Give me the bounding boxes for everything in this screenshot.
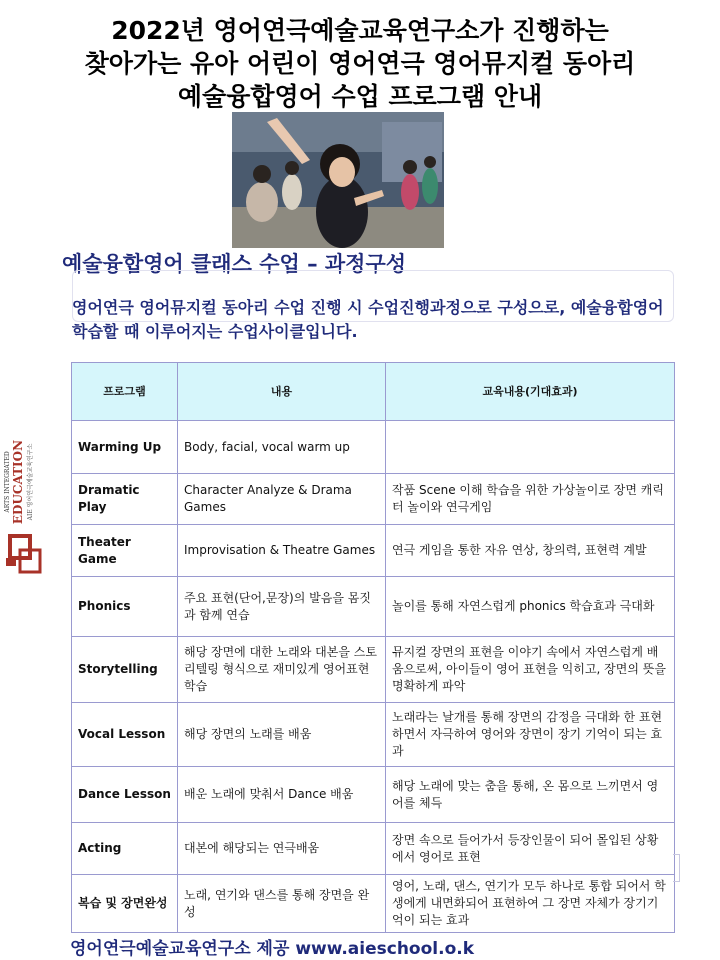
- class-photo-image: [232, 112, 444, 248]
- row-program: Dance Lesson: [72, 767, 178, 823]
- table-header-row: [72, 363, 675, 421]
- row-program: Acting: [72, 823, 178, 875]
- intro-text: 영어연극 영어뮤지컬 동아리 수업 진행 시 수업진행과정으로 구성으로, 예술융합영어 학습할 때 이루어지는 수업사이클입니다.: [72, 298, 664, 341]
- class-photo: [232, 112, 444, 248]
- row-effect: 연극 게임을 통한 자유 연상, 창의력, 표현력 계발: [386, 525, 675, 577]
- row-content: Body, facial, vocal warm up: [178, 421, 386, 474]
- table-row: [72, 421, 675, 474]
- row-effect: 장면 속으로 들어가서 등장인물이 되어 몰입된 상황에서 영어로 표현: [386, 823, 675, 875]
- table-row: [72, 875, 675, 933]
- row-content: 대본에 해당되는 연극배움: [178, 823, 386, 875]
- row-content: Character Analyze & Drama Games: [178, 474, 386, 525]
- header-effect: 교육내용(기대효과): [386, 363, 675, 421]
- row-content: 노래, 연기와 댄스를 통해 장면을 완성: [178, 875, 386, 933]
- aie-logo: [4, 410, 48, 580]
- aie-logo-mark-icon: [6, 528, 46, 580]
- aie-logo-line2: EDUCATION: [11, 439, 25, 525]
- footer-credit: 영어연극예술교육연구소 제공 www.aieschool.o.k: [70, 939, 475, 959]
- section-subtitle: 예술융합영어 클래스 수업 – 과정구성: [62, 252, 407, 276]
- aie-logo-line1: ARTS INTEGRATED: [4, 451, 11, 513]
- row-effect: [386, 421, 675, 474]
- header-content: 내용: [178, 363, 386, 421]
- row-content: 해당 장면에 대한 노래와 대본을 스토리텔링 형식으로 재미있게 영어표현학습: [178, 637, 386, 703]
- row-program: Vocal Lesson: [72, 703, 178, 767]
- table-row: [72, 525, 675, 577]
- row-program: Phonics: [72, 577, 178, 637]
- row-program: Warming Up: [72, 421, 178, 474]
- row-content: 주요 표현(단어,문장)의 발음을 몸짓과 함께 연습: [178, 577, 386, 637]
- title-line-2: 찾아가는 유아 어린이 영어연극 영어뮤지컬 동아리: [84, 49, 636, 78]
- row-content: 해당 장면의 노래를 배움: [178, 703, 386, 767]
- table-edge-fragment: [673, 854, 680, 882]
- row-program: 복습 및 장면완성: [72, 875, 178, 933]
- table-row: [72, 703, 675, 767]
- row-program: Theater Game: [72, 525, 178, 577]
- program-table: [71, 362, 675, 933]
- row-content: Improvisation & Theatre Games: [178, 525, 386, 577]
- row-effect: 놀이를 통해 자연스럽게 phonics 학습효과 극대화: [386, 577, 675, 637]
- table-row: [72, 474, 675, 525]
- row-effect: 작품 Scene 이해 학습을 위한 가상놀이로 장면 캐릭터 놀이와 연극게임: [386, 474, 675, 525]
- title-line-3: 예술융합영어 수업 프로그램 안내: [177, 82, 543, 111]
- aie-logo-line3: AIE 영어연극예술교육연구소: [27, 443, 34, 521]
- row-program: Dramatic Play: [72, 474, 178, 525]
- header-program: 프로그램: [72, 363, 178, 421]
- table-row: [72, 637, 675, 703]
- table-row: [72, 767, 675, 823]
- title-line-1: 2022년 영어연극예술교육연구소가 진행하는: [111, 16, 609, 45]
- row-effect: 뮤지컬 장면의 표현을 이야기 속에서 자연스럽게 배움으로써, 아이들이 영어 표현을 익히고, 장면의 뜻을 명확하게 파악: [386, 637, 675, 703]
- row-content: 배운 노래에 맞춰서 Dance 배움: [178, 767, 386, 823]
- row-program: Storytelling: [72, 637, 178, 703]
- table-row: [72, 823, 675, 875]
- table-row: [72, 577, 675, 637]
- row-effect: 영어, 노래, 댄스, 연기가 모두 하나로 통합 되어서 학생에게 내면화되어 표현하여 그 장면 자체가 장기기억이 되는 효과: [386, 875, 675, 933]
- page-title: [0, 14, 720, 113]
- row-effect: 해당 노래에 맞는 춤을 통해, 온 몸으로 느끼면서 영어를 체득: [386, 767, 675, 823]
- row-effect: 노래라는 날개를 통해 장면의 감정을 극대화 한 표현하면서 자극하여 영어와 장면이 장기 기억이 되는 효과: [386, 703, 675, 767]
